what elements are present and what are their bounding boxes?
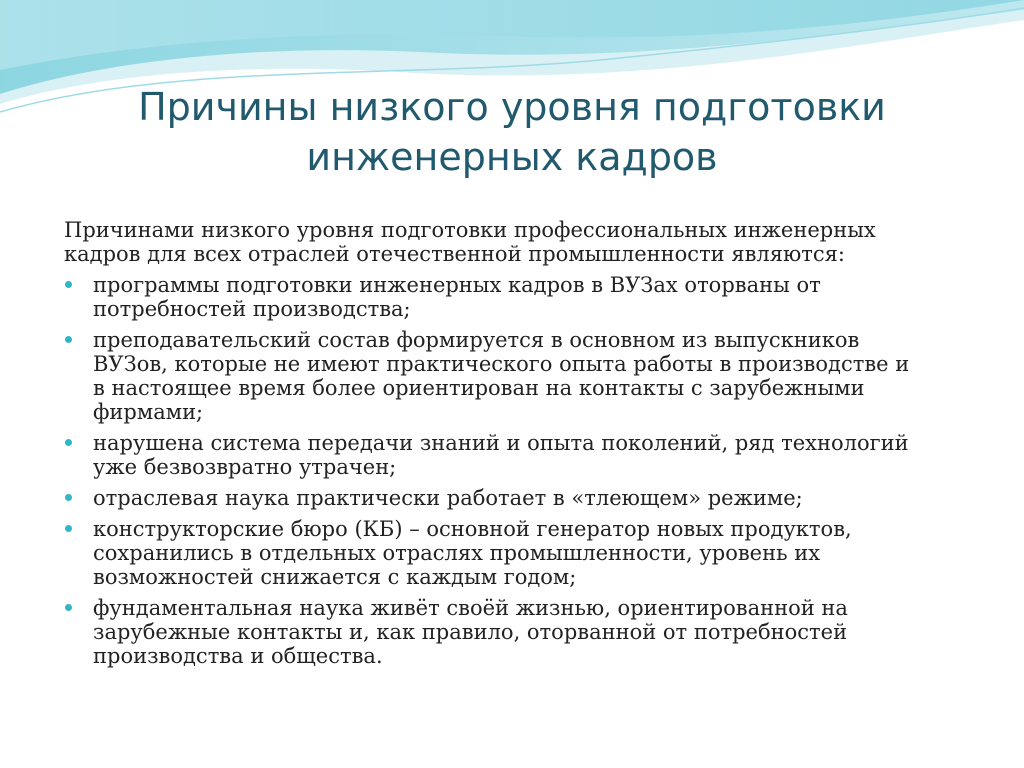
bullet-line: ВУЗов, которые не имеют практического опыта работы в производстве и (93, 352, 910, 376)
bullet-dot-icon (65, 439, 72, 446)
bullet-line: фирмами; (93, 400, 204, 424)
bullet-dot-icon (65, 281, 72, 288)
slide-body (64, 218, 964, 675)
bullet-line: преподавательский состав формируется в основном из выпускников (93, 328, 860, 352)
title-line: инженерных кадров (306, 135, 718, 179)
bullet-line: конструкторские бюро (КБ) – основной генератор новых продуктов, (93, 517, 852, 541)
bullet-line: сохранились в отдельных отраслях промышленности, уровень их (93, 541, 821, 565)
bullet-item (64, 328, 964, 424)
bullet-line: зарубежные контакты и, как правило, оторванной от потребностей (93, 620, 848, 644)
bullet-line: фундаментальная наука живёт своёй жизнью, ориентированной на (93, 596, 848, 620)
bullet-dot-icon (65, 336, 72, 343)
bullet-dot-icon (65, 525, 72, 532)
bullet-line: потребностей производства; (93, 297, 411, 321)
bullet-list (64, 273, 964, 668)
title-line: Причины низкого уровня подготовки (138, 85, 886, 129)
bullet-line: отраслевая наука практически работает в «тлеющем» режиме; (93, 486, 803, 510)
bullet-line: в настоящее время более ориентирован на контакты с зарубежными (93, 376, 865, 400)
bullet-line: нарушена система передачи знаний и опыта поколений, ряд технологий (93, 431, 909, 455)
bullet-item (64, 517, 964, 589)
bullet-line: уже безвозвратно утрачен; (93, 455, 397, 479)
bullet-item (64, 596, 964, 668)
intro-paragraph (64, 218, 964, 266)
bullet-line: программы подготовки инженерных кадров в ВУЗах оторваны от (93, 273, 821, 297)
intro-line: Причинами низкого уровня подготовки профессиональных инженерных (64, 218, 876, 242)
bullet-dot-icon (65, 494, 72, 501)
bullet-item (64, 431, 964, 479)
bullet-line: возможностей снижается с каждым годом; (93, 565, 577, 589)
bullet-item (64, 273, 964, 321)
bullet-dot-icon (65, 604, 72, 611)
slide-title (60, 82, 964, 182)
intro-line: кадров для всех отраслей отечественной промышленности являются: (64, 242, 845, 266)
bullet-line: производства и общества. (93, 644, 383, 668)
bullet-item (64, 486, 964, 510)
